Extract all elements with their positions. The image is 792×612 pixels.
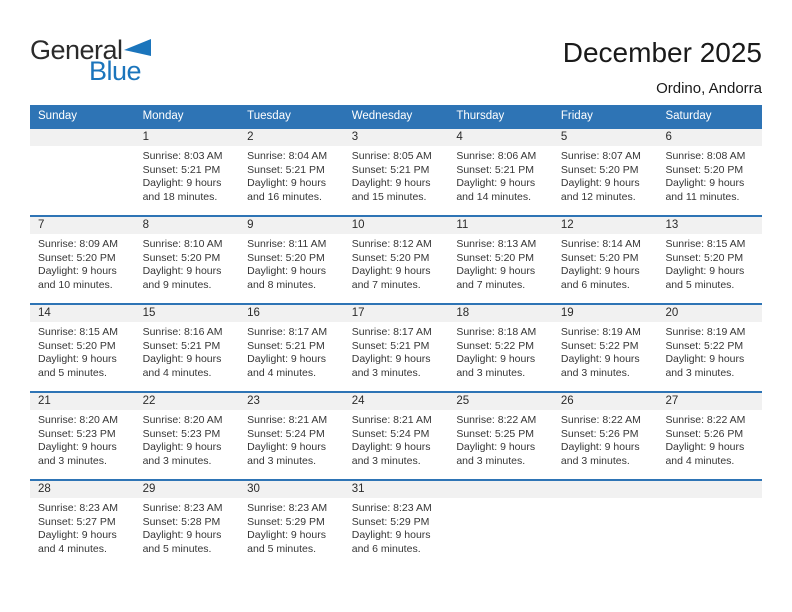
sunrise-text: Sunrise: 8:13 AM	[456, 238, 537, 250]
day-cell-10	[344, 217, 449, 303]
daylight-text: Daylight: 9 hours and 4 minutes.	[665, 441, 745, 467]
day-number: 7	[30, 217, 135, 234]
day-details	[30, 410, 135, 468]
day-number: 26	[553, 393, 658, 410]
sunset-text: Sunset: 5:29 PM	[247, 515, 325, 528]
daylight-text: Daylight: 9 hours and 3 minutes.	[456, 353, 536, 379]
day-details	[30, 234, 135, 292]
day-details	[135, 146, 240, 204]
day-number: 10	[344, 217, 449, 234]
day-details	[448, 322, 553, 380]
day-details	[344, 146, 449, 204]
day-number: 22	[135, 393, 240, 410]
day-details	[239, 410, 344, 468]
day-details	[30, 146, 135, 150]
day-number	[448, 481, 553, 498]
day-cell-9	[239, 217, 344, 303]
day-number: 23	[239, 393, 344, 410]
day-cell-30	[239, 481, 344, 565]
day-cell-26	[553, 393, 658, 479]
day-cell-4	[448, 129, 553, 215]
daylight-text: Daylight: 9 hours and 7 minutes.	[456, 265, 536, 291]
sunrise-text: Sunrise: 8:21 AM	[351, 414, 432, 426]
daylight-text: Daylight: 9 hours and 3 minutes.	[351, 441, 431, 467]
day-details	[657, 146, 762, 204]
day-cell-18	[448, 305, 553, 391]
day-number: 13	[657, 217, 762, 234]
day-cell-1	[135, 129, 240, 215]
daylight-text: Daylight: 9 hours and 9 minutes.	[142, 265, 222, 291]
day-cell-6	[657, 129, 762, 215]
empty-day-cell	[657, 481, 762, 565]
sunrise-text: Sunrise: 8:22 AM	[456, 414, 537, 426]
week-row-1	[30, 127, 762, 215]
sunset-text: Sunset: 5:23 PM	[38, 427, 116, 440]
sunrise-text: Sunrise: 8:11 AM	[247, 238, 327, 250]
day-details	[553, 498, 658, 502]
sunset-text: Sunset: 5:20 PM	[456, 251, 534, 264]
sunset-text: Sunset: 5:24 PM	[351, 427, 430, 440]
sunrise-text: Sunrise: 8:09 AM	[38, 238, 118, 250]
day-details	[553, 322, 658, 380]
day-details	[135, 234, 240, 292]
day-number: 9	[239, 217, 344, 234]
sunset-text: Sunset: 5:21 PM	[351, 163, 430, 176]
day-number: 8	[135, 217, 240, 234]
day-number: 21	[30, 393, 135, 410]
day-cell-7	[30, 217, 135, 303]
day-cell-5	[553, 129, 658, 215]
day-cell-24	[344, 393, 449, 479]
daylight-text: Daylight: 9 hours and 10 minutes.	[38, 265, 117, 291]
daylight-text: Daylight: 9 hours and 5 minutes.	[247, 529, 326, 555]
day-number: 4	[448, 129, 553, 146]
sunset-text: Sunset: 5:29 PM	[351, 515, 430, 528]
day-details	[30, 498, 135, 556]
empty-day-cell	[553, 481, 658, 565]
sunset-text: Sunset: 5:20 PM	[38, 251, 116, 264]
day-details	[657, 498, 762, 502]
sunset-text: Sunset: 5:24 PM	[247, 427, 325, 440]
day-number: 5	[553, 129, 658, 146]
sunrise-text: Sunrise: 8:22 AM	[560, 414, 641, 426]
day-cell-31	[344, 481, 449, 565]
sunset-text: Sunset: 5:26 PM	[560, 427, 639, 440]
daylight-text: Daylight: 9 hours and 5 minutes.	[142, 529, 222, 555]
day-number: 31	[344, 481, 449, 498]
sunset-text: Sunset: 5:20 PM	[560, 163, 639, 176]
day-details	[553, 234, 658, 292]
daylight-text: Daylight: 9 hours and 5 minutes.	[665, 265, 745, 291]
sunrise-text: Sunrise: 8:20 AM	[38, 414, 118, 426]
calendar-table	[30, 105, 762, 565]
day-number: 28	[30, 481, 135, 498]
day-cell-22	[135, 393, 240, 479]
daylight-text: Daylight: 9 hours and 4 minutes.	[142, 353, 222, 379]
day-details	[657, 322, 762, 380]
day-cell-11	[448, 217, 553, 303]
sunrise-text: Sunrise: 8:23 AM	[142, 502, 223, 514]
daylight-text: Daylight: 9 hours and 16 minutes.	[247, 177, 326, 203]
sunrise-text: Sunrise: 8:05 AM	[351, 150, 432, 162]
sunrise-text: Sunrise: 8:21 AM	[247, 414, 328, 426]
day-number: 2	[239, 129, 344, 146]
day-number: 25	[448, 393, 553, 410]
day-cell-17	[344, 305, 449, 391]
day-number: 16	[239, 305, 344, 322]
daylight-text: Daylight: 9 hours and 6 minutes.	[560, 265, 640, 291]
sunset-text: Sunset: 5:23 PM	[142, 427, 221, 440]
day-number: 1	[135, 129, 240, 146]
weekday-header-sunday: Sunday	[38, 110, 78, 122]
week-row-3	[30, 303, 762, 391]
day-cell-23	[239, 393, 344, 479]
week-row-5	[30, 479, 762, 565]
sunset-text: Sunset: 5:26 PM	[665, 427, 744, 440]
sunrise-text: Sunrise: 8:08 AM	[665, 150, 746, 162]
daylight-text: Daylight: 9 hours and 18 minutes.	[142, 177, 222, 203]
weekday-header-monday: Monday	[142, 110, 184, 122]
daylight-text: Daylight: 9 hours and 11 minutes.	[665, 177, 745, 203]
sunrise-text: Sunrise: 8:18 AM	[456, 326, 537, 338]
daylight-text: Daylight: 9 hours and 3 minutes.	[351, 353, 431, 379]
daylight-text: Daylight: 9 hours and 12 minutes.	[560, 177, 640, 203]
empty-day-cell	[448, 481, 553, 565]
logo-text-blue: Blue	[89, 56, 142, 86]
sunrise-text: Sunrise: 8:23 AM	[38, 502, 118, 514]
day-cell-19	[553, 305, 658, 391]
logo-text-general: General	[30, 35, 123, 65]
day-cell-8	[135, 217, 240, 303]
day-cell-3	[344, 129, 449, 215]
day-details	[448, 234, 553, 292]
day-details	[448, 410, 553, 468]
sunset-text: Sunset: 5:20 PM	[351, 251, 430, 264]
week-row-2	[30, 215, 762, 303]
day-cell-15	[135, 305, 240, 391]
sunset-text: Sunset: 5:21 PM	[142, 339, 221, 352]
day-number: 30	[239, 481, 344, 498]
day-number	[30, 129, 135, 146]
day-details	[135, 498, 240, 556]
day-details	[657, 410, 762, 468]
day-number: 6	[657, 129, 762, 146]
sunrise-text: Sunrise: 8:04 AM	[247, 150, 328, 162]
day-number: 18	[448, 305, 553, 322]
sunset-text: Sunset: 5:22 PM	[560, 339, 639, 352]
sunset-text: Sunset: 5:22 PM	[456, 339, 534, 352]
sunset-text: Sunset: 5:21 PM	[351, 339, 430, 352]
day-details	[30, 322, 135, 380]
day-number: 15	[135, 305, 240, 322]
sunrise-text: Sunrise: 8:12 AM	[351, 238, 432, 250]
sunset-text: Sunset: 5:28 PM	[142, 515, 221, 528]
sunset-text: Sunset: 5:21 PM	[456, 163, 534, 176]
day-number: 19	[553, 305, 658, 322]
day-cell-16	[239, 305, 344, 391]
daylight-text: Daylight: 9 hours and 5 minutes.	[38, 353, 117, 379]
day-details	[553, 146, 658, 204]
day-number: 29	[135, 481, 240, 498]
empty-day-cell	[30, 129, 135, 215]
weekday-header-wednesday: Wednesday	[351, 110, 413, 122]
day-number: 17	[344, 305, 449, 322]
daylight-text: Daylight: 9 hours and 7 minutes.	[351, 265, 431, 291]
day-details	[135, 410, 240, 468]
daylight-text: Daylight: 9 hours and 15 minutes.	[351, 177, 431, 203]
sunrise-text: Sunrise: 8:07 AM	[560, 150, 641, 162]
day-number	[553, 481, 658, 498]
sunset-text: Sunset: 5:20 PM	[560, 251, 639, 264]
day-cell-27	[657, 393, 762, 479]
day-details	[553, 410, 658, 468]
day-details	[239, 146, 344, 204]
day-number: 11	[448, 217, 553, 234]
day-number: 24	[344, 393, 449, 410]
daylight-text: Daylight: 9 hours and 8 minutes.	[247, 265, 326, 291]
location-subtitle: Ordino, Andorra	[656, 80, 762, 97]
day-number: 20	[657, 305, 762, 322]
sunrise-text: Sunrise: 8:17 AM	[247, 326, 328, 338]
day-details	[239, 498, 344, 556]
weekday-header-row	[30, 105, 762, 127]
day-number: 14	[30, 305, 135, 322]
weekday-header-friday: Friday	[560, 110, 593, 122]
daylight-text: Daylight: 9 hours and 14 minutes.	[456, 177, 536, 203]
daylight-text: Daylight: 9 hours and 3 minutes.	[38, 441, 117, 467]
sunset-text: Sunset: 5:21 PM	[247, 163, 325, 176]
day-cell-14	[30, 305, 135, 391]
sunrise-text: Sunrise: 8:03 AM	[142, 150, 223, 162]
sunrise-text: Sunrise: 8:22 AM	[665, 414, 746, 426]
day-details	[135, 322, 240, 380]
day-cell-13	[657, 217, 762, 303]
day-details	[239, 322, 344, 380]
day-details	[344, 410, 449, 468]
day-details	[344, 322, 449, 380]
sunset-text: Sunset: 5:20 PM	[665, 251, 744, 264]
sunrise-text: Sunrise: 8:19 AM	[665, 326, 746, 338]
day-cell-21	[30, 393, 135, 479]
sunset-text: Sunset: 5:21 PM	[247, 339, 325, 352]
weekday-header-saturday: Saturday	[665, 110, 712, 122]
sunrise-text: Sunrise: 8:06 AM	[456, 150, 537, 162]
sunset-text: Sunset: 5:25 PM	[456, 427, 534, 440]
sunrise-text: Sunrise: 8:17 AM	[351, 326, 432, 338]
daylight-text: Daylight: 9 hours and 6 minutes.	[351, 529, 431, 555]
day-number	[657, 481, 762, 498]
day-details	[344, 498, 449, 556]
sunrise-text: Sunrise: 8:16 AM	[142, 326, 223, 338]
title-block	[563, 38, 762, 97]
day-cell-29	[135, 481, 240, 565]
daylight-text: Daylight: 9 hours and 3 minutes.	[247, 441, 326, 467]
sunrise-text: Sunrise: 8:23 AM	[351, 502, 432, 514]
sunrise-text: Sunrise: 8:14 AM	[560, 238, 641, 250]
daylight-text: Daylight: 9 hours and 3 minutes.	[560, 353, 640, 379]
daylight-text: Daylight: 9 hours and 4 minutes.	[247, 353, 326, 379]
daylight-text: Daylight: 9 hours and 3 minutes.	[665, 353, 745, 379]
day-number: 27	[657, 393, 762, 410]
sunset-text: Sunset: 5:21 PM	[142, 163, 221, 176]
daylight-text: Daylight: 9 hours and 3 minutes.	[456, 441, 536, 467]
daylight-text: Daylight: 9 hours and 3 minutes.	[560, 441, 640, 467]
sunrise-text: Sunrise: 8:19 AM	[560, 326, 641, 338]
day-details	[239, 234, 344, 292]
daylight-text: Daylight: 9 hours and 4 minutes.	[38, 529, 117, 555]
general-blue-logo	[30, 35, 151, 86]
day-cell-12	[553, 217, 658, 303]
day-number: 12	[553, 217, 658, 234]
day-details	[657, 234, 762, 292]
sunset-text: Sunset: 5:20 PM	[247, 251, 325, 264]
weekday-header-tuesday: Tuesday	[247, 110, 291, 122]
day-details	[448, 498, 553, 502]
sunset-text: Sunset: 5:20 PM	[665, 163, 744, 176]
sunrise-text: Sunrise: 8:15 AM	[38, 326, 118, 338]
day-cell-20	[657, 305, 762, 391]
sunset-text: Sunset: 5:27 PM	[38, 515, 116, 528]
daylight-text: Daylight: 9 hours and 3 minutes.	[142, 441, 222, 467]
day-details	[448, 146, 553, 204]
calendar-weeks	[30, 127, 762, 565]
sunrise-text: Sunrise: 8:15 AM	[665, 238, 746, 250]
week-row-4	[30, 391, 762, 479]
day-details	[344, 234, 449, 292]
month-title: December 2025	[562, 37, 762, 68]
weekday-header-thursday: Thursday	[456, 110, 505, 122]
sunset-text: Sunset: 5:22 PM	[665, 339, 744, 352]
day-cell-25	[448, 393, 553, 479]
day-cell-28	[30, 481, 135, 565]
day-number: 3	[344, 129, 449, 146]
sunrise-text: Sunrise: 8:23 AM	[247, 502, 328, 514]
sunset-text: Sunset: 5:20 PM	[38, 339, 116, 352]
sunset-text: Sunset: 5:20 PM	[142, 251, 221, 264]
sunrise-text: Sunrise: 8:10 AM	[142, 238, 223, 250]
sunrise-text: Sunrise: 8:20 AM	[142, 414, 223, 426]
day-cell-2	[239, 129, 344, 215]
